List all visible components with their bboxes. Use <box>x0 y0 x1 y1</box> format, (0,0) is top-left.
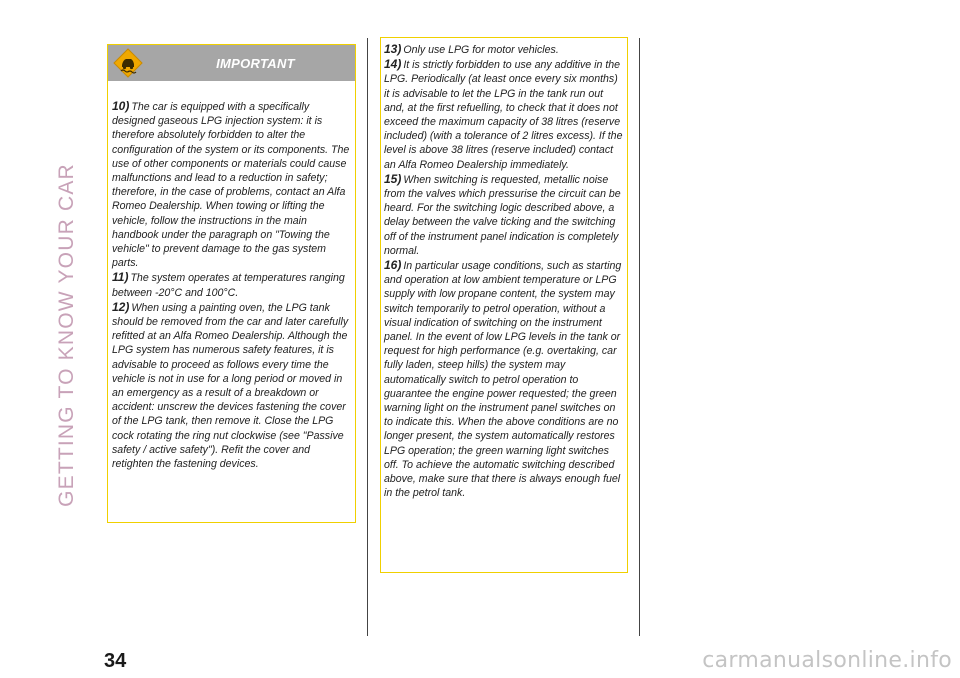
note-16 <box>384 258 624 500</box>
important-box-left <box>107 44 356 523</box>
left-notes <box>112 99 351 471</box>
note-number: 14) <box>384 57 402 72</box>
watermark: carmanualsonline.info <box>702 648 952 673</box>
note-number: 12) <box>112 299 130 314</box>
note-number: 11) <box>112 270 129 285</box>
note-10 <box>112 99 351 270</box>
car-skid-warning-icon <box>112 47 144 79</box>
note-13 <box>384 42 624 57</box>
note-12 <box>112 300 351 471</box>
note-15 <box>384 172 624 258</box>
note-text: When using a painting oven, the LPG tank should be removed from the car and later carefully refitted at an Alfa Romeo Dealership. Although the LPG system has numerous safety features, it is advisable to proceed as follows every time the vehicle is not in use for a long period or moved in an emergency as a result of a breakdown or accident: unscrew the devices fastening the cover of the LPG tank, then remove it. Close the LPG cock rotating the ring nut clockwise (see "Passive safety / active safety"). Refit the cover and retighten the fastening devices. <box>112 301 349 471</box>
column-divider-right <box>639 38 640 636</box>
right-notes <box>384 42 624 501</box>
important-label: IMPORTANT <box>216 56 295 71</box>
note-text: In particular usage conditions, such as starting and operation at low ambient temperature or LPG supply with low propane content, the system may switch temporarily to petrol operation, without a visual indication of switching on the instrument panel. In the event of low LPG levels in the tank or request for high performance (e.g. overtaking, car fully laden, steep hills) the system may automatically switch to petrol operation to guarantee the engine power requested; the green warning light on the instrument panel switches on to indicate this. When the above conditions are no longer present, the system automatically restores LPG operation; the green warning light switches off. To achieve the automatic switching described above, make sure that there is always enough fuel in the petrol tank. <box>384 260 622 500</box>
note-11 <box>112 270 351 299</box>
note-text: When switching is requested, metallic noise from the valves which pressurise the circuit can be heard. For the switching logic described above, a delay between the valve ticking and the switching off of the instrument panel indication is completely normal. <box>384 173 621 257</box>
note-text: The system operates at temperatures ranging between -20°C and 100°C. <box>112 272 345 299</box>
important-banner <box>108 45 355 81</box>
note-text: It is strictly forbidden to use any additive in the LPG. Periodically (at least once every six months) it is advisable to let the LPG in the tank run out and, at the first refuelling, to check that it does not exceed the maximum capacity of 38 litres (reserve included) (with a tolerance of 2 litres excess). If the level is above 38 litres (reserve included) contact an Alfa Romeo Dealership immediately. <box>384 59 623 171</box>
note-number: 10) <box>112 99 130 113</box>
important-box-right <box>380 37 628 573</box>
note-text: Only use LPG for motor vehicles. <box>403 44 559 56</box>
note-number: 13) <box>384 42 402 56</box>
note-14 <box>384 57 624 172</box>
note-number: 16) <box>384 258 402 273</box>
page-number: 34 <box>104 650 127 672</box>
note-number: 15) <box>384 171 402 186</box>
column-divider-left <box>367 38 368 636</box>
section-title: GETTING TO KNOW YOUR CAR <box>55 163 78 507</box>
note-text: The car is equipped with a specifically designed gaseous LPG injection system: it is therefore absolutely forbidden to alter the configuration of the system or its components. The use of other components or materials could cause malfunctions and lead to a reduction in safety; therefore, in the case of problems, contact an Alfa Romeo Dealership. When towing or lifting the vehicle, follow the instructions in the main handbook under the paragraph on "Towing the vehicle" to prevent damage to the gas system parts. <box>112 101 350 270</box>
